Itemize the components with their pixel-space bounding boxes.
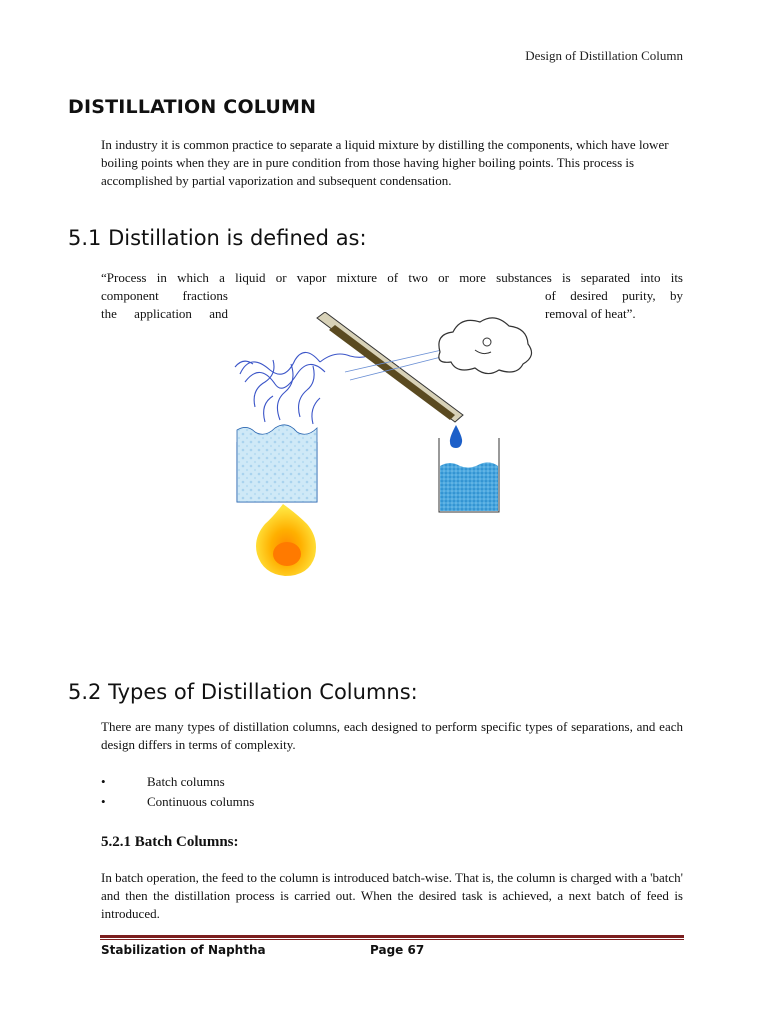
footer-rule bbox=[100, 935, 684, 938]
batch-columns-paragraph: In batch operation, the feed to the column is introduced batch-wise. That is, the column is charged with a 'batch' and then the distillation process is carried out. When the desired task is achieved, a next batch of feed is introduced. bbox=[101, 870, 683, 921]
definition-line-3-right: removal of heat”. bbox=[545, 306, 636, 321]
footer-rule-thin bbox=[100, 939, 684, 940]
bullet-icon: • bbox=[101, 774, 106, 789]
list-item-label: Batch columns bbox=[147, 774, 225, 789]
flame-icon bbox=[256, 504, 316, 576]
page-number: Page 67 bbox=[370, 943, 425, 957]
section-5-2-1-heading: 5.2.1 Batch Columns: bbox=[101, 834, 239, 850]
types-paragraph: There are many types of distillation columns, each designed to perform specific types of separations, and each design differs in terms of complexity. bbox=[101, 719, 683, 752]
section-5-1-heading: 5.1 Distillation is defined as: bbox=[68, 226, 367, 250]
bullet-icon: • bbox=[101, 794, 106, 809]
definition-line-3-left: the application and bbox=[101, 306, 228, 321]
definition-line-1: “Process in which a liquid or vapor mixture of two or more substances is separated into its bbox=[101, 270, 683, 285]
definition-line-2-left: component fractions bbox=[101, 288, 228, 303]
condenser-tube-icon bbox=[317, 312, 463, 422]
page-title: DISTILLATION COLUMN bbox=[68, 96, 317, 118]
cloud-icon bbox=[439, 318, 532, 374]
beaker-icon bbox=[237, 425, 317, 502]
receiver-beaker-icon bbox=[439, 438, 499, 512]
list-item-label: Continuous columns bbox=[147, 794, 255, 809]
running-header: Design of Distillation Column bbox=[525, 48, 683, 63]
distillation-illustration bbox=[225, 312, 545, 582]
list-item bbox=[101, 792, 254, 812]
droplet-icon bbox=[450, 425, 462, 448]
column-types-list bbox=[101, 772, 254, 812]
intro-paragraph: In industry it is common practice to separate a liquid mixture by distilling the components, which have lower boiling points when they are in pure condition from those having higher boiling points. This process is accomplished by partial vaporization and subsequent condensation. bbox=[101, 137, 669, 188]
vapor-icon bbox=[235, 352, 375, 424]
definition-line-2-right: of desired purity, by bbox=[545, 288, 683, 303]
list-item bbox=[101, 772, 254, 792]
section-5-2-heading: 5.2 Types of Distillation Columns: bbox=[68, 680, 418, 704]
footer-title: Stabilization of Naphtha bbox=[101, 943, 266, 957]
